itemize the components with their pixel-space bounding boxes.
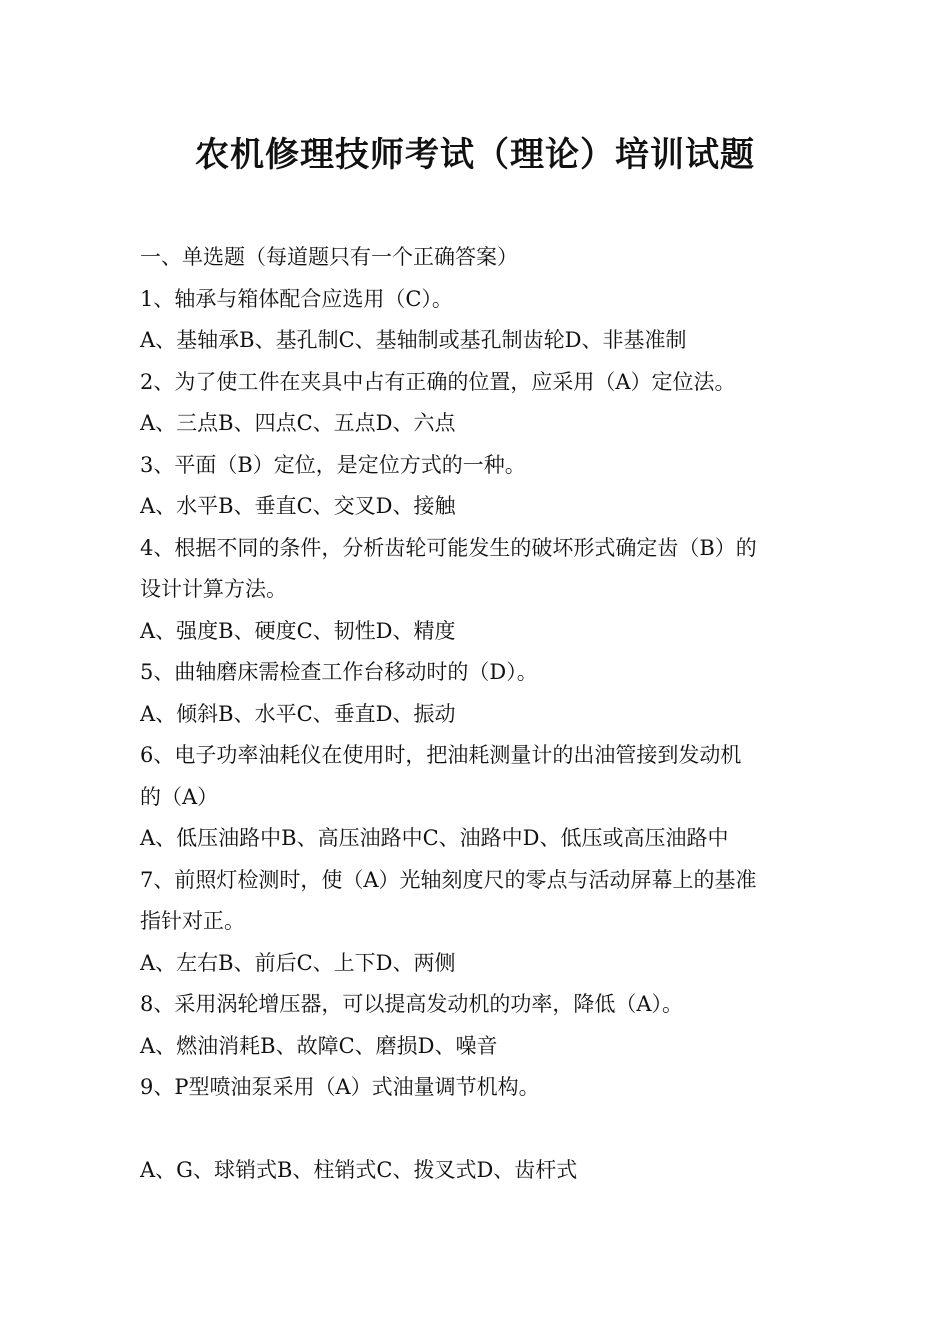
question-1-options: A、基轴承B、基孔制C、基轴制或基孔制齿轮D、非基准制 bbox=[140, 328, 687, 352]
section-heading: 一、单选题（每道题只有一个正确答案） bbox=[140, 245, 518, 269]
page-title: 农机修理技师考试（理论）培训试题 bbox=[195, 135, 755, 175]
question-7-line-2: 指针对正。 bbox=[140, 909, 245, 933]
question-3: 3、平面（B）定位，是定位方式的一种。 bbox=[140, 452, 526, 477]
question-4-line-1: 4、根据不同的条件，分析齿轮可能发生的破坏形式确定齿（B）的 bbox=[140, 535, 757, 560]
question-9-options: A、G、球销式B、柱销式C、拨叉式D、齿杆式 bbox=[140, 1158, 578, 1182]
question-6-line-1: 6、电子功率油耗仪在使用时，把油耗测量计的出油管接到发动机 bbox=[140, 743, 742, 767]
question-6-line-2: 的（A） bbox=[140, 784, 219, 809]
question-7-line-1: 7、前照灯检测时，使（A）光轴刻度尺的零点与活动屏幕上的基准 bbox=[140, 867, 757, 892]
question-2: 2、为了使工件在夹具中占有正确的位置，应采用（A）定位法。 bbox=[140, 369, 736, 394]
question-9: 9、P型喷油泵采用（A）式油量调节机构。 bbox=[140, 1075, 540, 1099]
question-6-options: A、低压油路中B、高压油路中C、油路中D、低压或高压油路中 bbox=[140, 826, 729, 850]
question-4-options: A、强度B、硬度C、韧性D、精度 bbox=[140, 618, 456, 643]
question-4-line-2: 设计计算方法。 bbox=[140, 577, 287, 601]
question-8-options: A、燃油消耗B、故障C、磨损D、噪音 bbox=[140, 1033, 498, 1058]
question-1: 1、轴承与箱体配合应选用（C）。 bbox=[140, 286, 453, 311]
question-8: 8、采用涡轮增压器，可以提高发动机的功率，降低（A）。 bbox=[140, 992, 684, 1016]
document-body bbox=[140, 237, 830, 1192]
question-2-options: A、三点B、四点C、五点D、六点 bbox=[140, 411, 456, 435]
question-5-options: A、倾斜B、水平C、垂直D、振动 bbox=[140, 701, 456, 726]
blank-line bbox=[140, 1109, 830, 1151]
question-5: 5、曲轴磨床需检查工作台移动时的（D）。 bbox=[140, 660, 538, 684]
question-7-options: A、左右B、前后C、上下D、两侧 bbox=[140, 950, 456, 975]
question-3-options: A、水平B、垂直C、交叉D、接触 bbox=[140, 494, 456, 518]
